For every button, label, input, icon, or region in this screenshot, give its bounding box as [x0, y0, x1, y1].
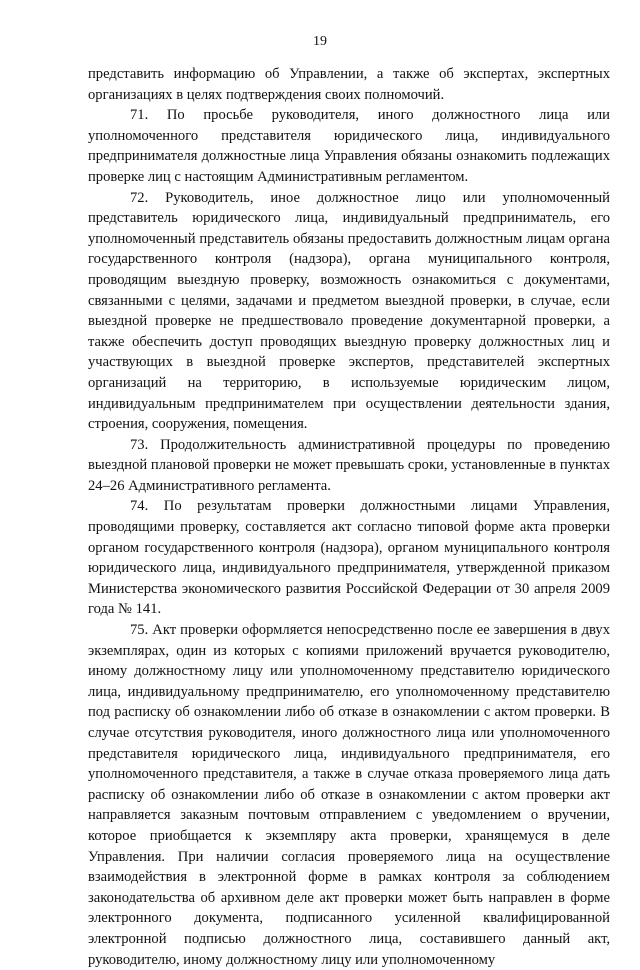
paragraph-72: 72. Руководитель, иное должностное лицо или уполномоченный представитель юридического лица, индивидуальный предприниматель, его уполномоченный представитель обязаны предоставить должностным лицам органа государственного контроля (надзора), органа муниципального контроля, проводящим выездную проверку, возможность ознакомиться с документами, связанными с целями, задачами и предметом выездной проверки, в случае, если выездной проверке не предшествовало проведение документарной проверки, а также обеспечить доступ проводящих выездную проверку должностных лиц и участвующих в выездной проверке экспертов, представителей экспертных организаций на территорию, в используемые юридическим лицом, индивидуальным предпринимателем при осуществлении деятельности здания, строения, сооружения, помещения.	[88, 189, 610, 433]
paragraph-74: 74. По результатам проверки должностными лицами Управления, проводящими проверку, составляется акт согласно типовой форме акта проверки органом государственного контроля (надзора), органом муниципального контроля юридического лица, индивидуального предпринимателя, утвержденной приказом Министерства экономического развития Российской Федерации от 30 апреля 2009 года № 141.	[88, 498, 610, 618]
paragraph-71: 71. По просьбе руководителя, иного должностного лица или уполномоченного представителя юридического лица, индивидуального предпринимателя должностные лица Управления обязаны ознакомить подлежащих проверке лиц с настоящим Административным регламентом.	[88, 107, 610, 185]
document-body	[88, 64, 610, 970]
paragraph-73: 73. Продолжительность административной процедуры по проведению выездной плановой проверки не может превышать сроки, установленные в пунктах 24–26 Административного регламента.	[88, 436, 610, 494]
paragraph-75: 75. Акт проверки оформляется непосредственно после ее завершения в двух экземплярах, один из которых с копиями приложений вручается руководителю, иному должностному лицу или уполномоченному представителю юридического лица, индивидуальному предпринимателю, его уполномоченному представителю под расписку об ознакомлении либо об отказе в ознакомлении с актом проверки. В случае отсутствия руководителя, иного должностного лица или уполномоченного представителя юридического лица, индивидуального предпринимателя, его уполномоченного представителя, а также в случае отказа проверяемого лица дать расписку об ознакомлении либо об отказе в ознакомлении с актом проверки акт направляется заказным почтовым отправлением с уведомлением о вручении, которое приобщается к экземпляру акта проверки, хранящемуся в деле Управления. При наличии согласия проверяемого лица на осуществление взаимодействия в электронной форме в рамках контроля за соблюдением законодательства об архивном деле акт проверки может быть направлен в форме электронного документа, подписанного усиленной квалифицированной электронной подписью должностного лица, составившего данный акт, руководителю, иному должностному лицу или уполномоченному	[88, 622, 610, 968]
page-number: 19	[313, 34, 327, 49]
paragraph-continuation: представить информацию об Управлении, а также об экспертах, экспертных организациях в целях подтверждения своих полномочий.	[88, 66, 610, 103]
